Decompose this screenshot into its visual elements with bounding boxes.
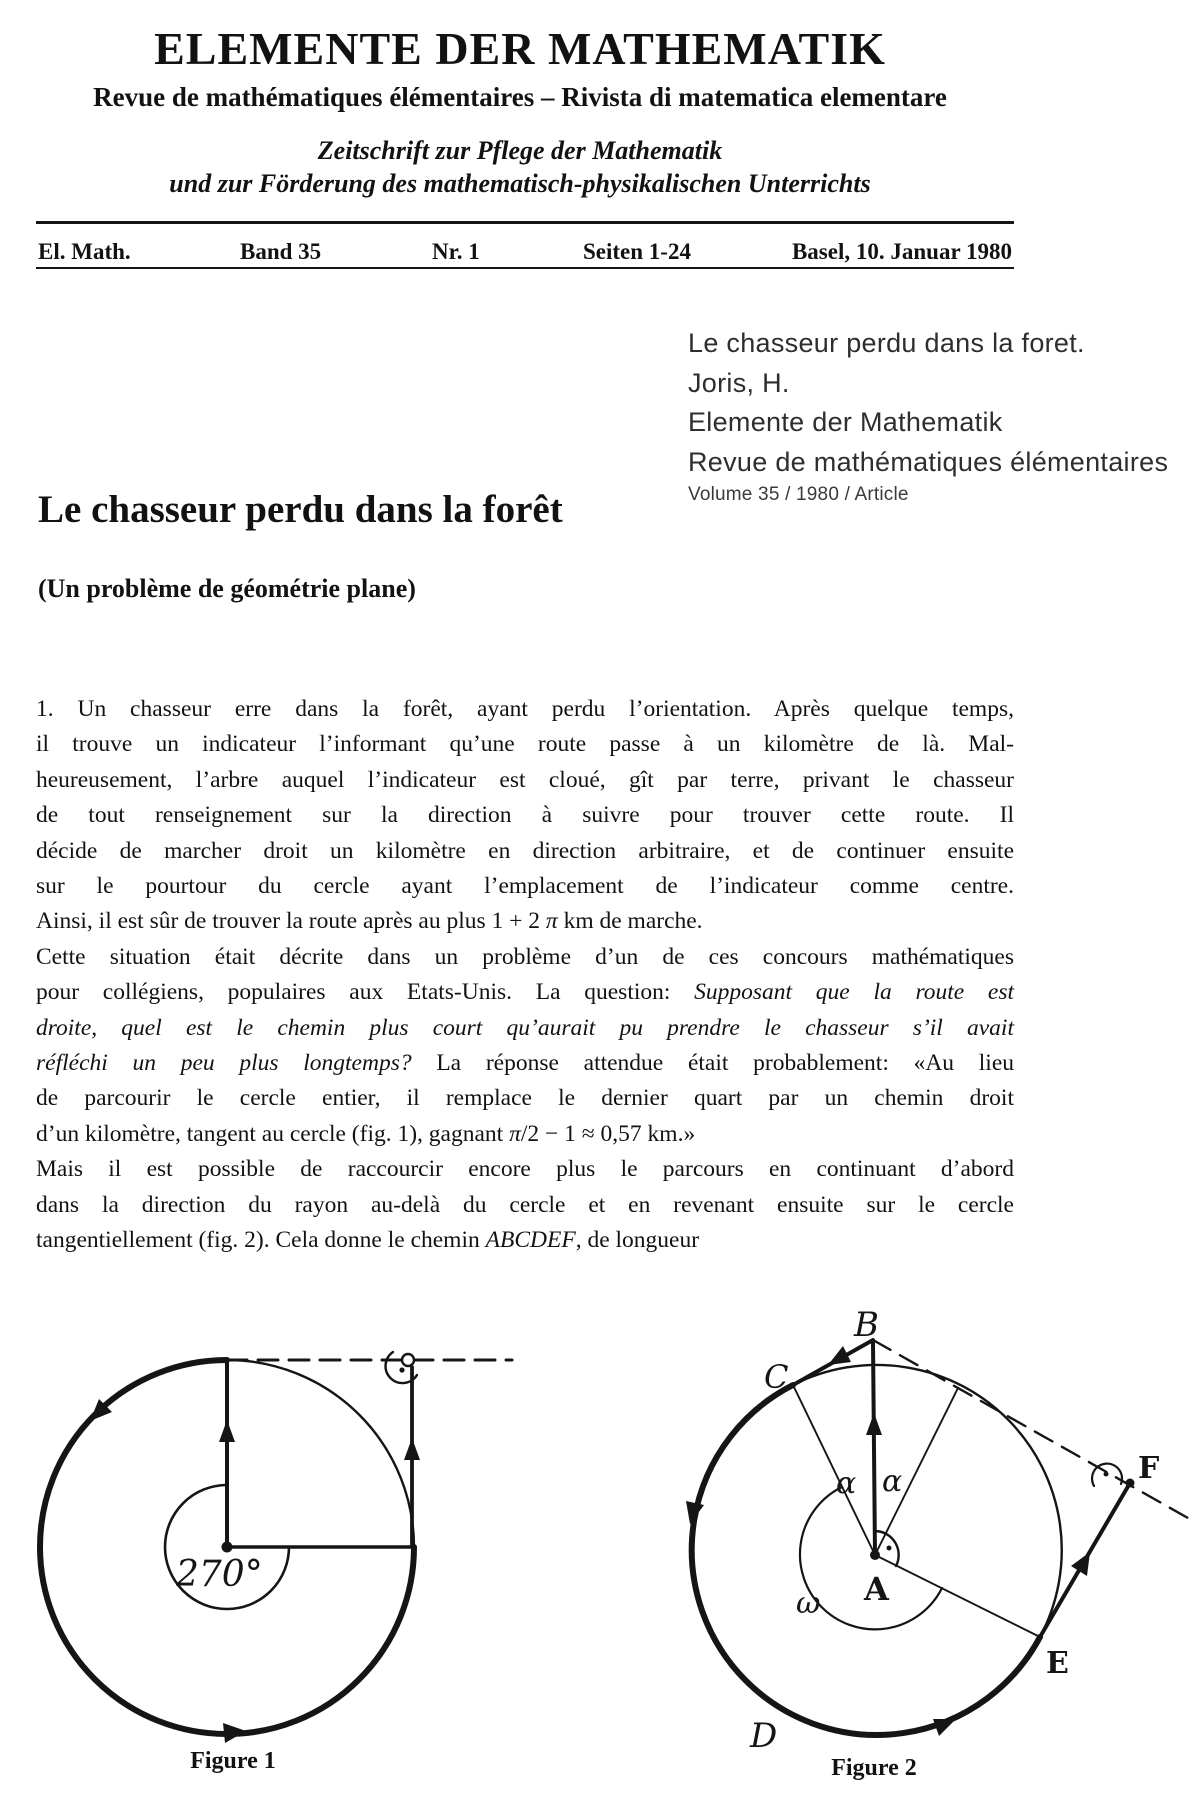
fig2-label-omega: ω — [796, 1586, 821, 1621]
fig2-right-angle-dot-F — [1104, 1472, 1109, 1477]
fig2-point-A-dot — [870, 1550, 880, 1560]
body-text-line: de tout renseignement sur la direction à suivre pour trouver cette route. Il — [36, 802, 1014, 829]
article-subtitle: (Un problème de géométrie plane) — [38, 574, 416, 603]
page-range: Seiten 1-24 — [583, 239, 691, 264]
journal-subtitle-fr-it: Revue de mathématiques élémentaires – Rivista di matematica elementare — [93, 82, 947, 112]
body-text-line: sur le pourtour du cercle ayant l’emplacement de l’indicateur comme centre. — [36, 873, 1014, 900]
fig2-label-B: B — [854, 1305, 879, 1345]
fig2-circle-thin-arc — [793, 1365, 1062, 1637]
journal-title: ELEMENTE DER MATHEMATIK — [154, 23, 886, 74]
body-text-line: d’un kilomètre, tangent au cercle (fig. 1), gagnant π/2 − 1 ≈ 0,57 km.» — [36, 1120, 696, 1147]
article-body — [36, 692, 1014, 1259]
fig2-dashed-road — [873, 1340, 1195, 1522]
body-text-line: il trouve un indicateur l’informant qu’une route passe à un kilomètre de là. Mal- — [36, 731, 1014, 758]
issue-number: Nr. 1 — [432, 239, 480, 264]
fig2-label-E: E — [1046, 1646, 1069, 1681]
fig2-arrowhead-arc-bottom — [933, 1719, 956, 1736]
body-text-line: Ainsi, il est sûr de trouver la route après au plus 1 + 2 π km de marche. — [36, 908, 703, 935]
fig2-label-D: D — [750, 1716, 778, 1756]
fig1-arrowhead-radius-up — [219, 1420, 235, 1442]
fig1-angle-value-label: 270° — [176, 1554, 263, 1595]
body-text-line: de parcourir le cercle entier, il remplace le dernier quart par un chemin droit — [36, 1085, 1014, 1112]
citation-volume-line: Volume 35 / 1980 / Article — [688, 484, 909, 505]
fig2-label-F: F — [1138, 1451, 1160, 1486]
body-text-line: dans la direction du rayon au-delà du cercle et en revenant ensuite sur le cercle — [36, 1191, 1014, 1218]
fig2-arrowhead-EF — [1071, 1552, 1090, 1576]
body-text-line: 1. Un chasseur erre dans la forêt, ayant perdu l’orientation. Après quelque temps, — [36, 696, 1014, 722]
fig2-arrowhead-BC — [828, 1346, 851, 1365]
article-title: Le chasseur perdu dans la forêt — [38, 488, 563, 531]
horizontal-rule-bottom — [36, 267, 1014, 269]
figure-1-caption: Figure 1 — [190, 1748, 276, 1774]
fig2-omega-arc — [800, 1487, 942, 1629]
citation-block — [688, 324, 1168, 482]
journal-subtitle-de-2: und zur Förderung des mathematisch-physikalischen Unterrichts — [169, 169, 871, 198]
fig2-label-A: A — [864, 1570, 889, 1608]
body-text-line: tangentiellement (fig. 2). Cela donne le chemin ABCDEF, de longueur — [36, 1227, 700, 1254]
fig2-angle-dot-A — [887, 1546, 892, 1551]
body-text-line: Cette situation était décrite dans un problème d’un de ces concours mathématiques — [36, 943, 1014, 970]
journal-subtitle-de-1: Zeitschrift zur Pflege der Mathematik — [317, 136, 723, 165]
body-text-line: droite, quel est le chemin plus court qu’aurait pu prendre le chasseur s’il avait — [36, 1014, 1014, 1041]
journal-abbrev: El. Math. — [38, 239, 131, 264]
fig2-point-F-dot — [1126, 1479, 1135, 1488]
body-text-line: pour collégiens, populaires aux Etats-Unis. La question: Supposant que la route est — [36, 979, 1014, 1006]
horizontal-rule-top — [36, 221, 1014, 224]
fig2-circle-thick-arc — [692, 1385, 1040, 1735]
fig1-arrowhead-tangent-up — [404, 1438, 420, 1460]
figure-1-drawing — [28, 1286, 528, 1766]
fig2-arrowhead-AB — [866, 1413, 882, 1435]
fig1-right-angle-dot — [399, 1367, 404, 1372]
fig2-label-alpha-left: α — [836, 1466, 857, 1501]
citation-journal: Elemente der Mathematik — [688, 407, 1003, 437]
body-text-line: heureusement, l’arbre auquel l’indicateur est cloué, gît par terre, privant le chasseur — [36, 766, 1014, 793]
fig1-center-dot — [222, 1542, 233, 1553]
fig2-segment-AB — [873, 1343, 875, 1555]
fig2-label-alpha-right: α — [882, 1464, 903, 1499]
volume-band: Band 35 — [240, 239, 322, 264]
citation-journal-sub: Revue de mathématiques élémentaires — [688, 446, 1169, 477]
figure-2-drawing — [588, 1301, 1200, 1791]
citation-article-title: Le chasseur perdu dans la foret. — [688, 328, 1085, 358]
place-and-date: Basel, 10. Januar 1980 — [791, 239, 1012, 264]
body-text-line: Mais il est possible de raccourcir encore plus le parcours en continuant d’abord — [36, 1156, 1014, 1183]
figure-2-caption: Figure 2 — [831, 1755, 917, 1781]
body-text-line: réfléchi un peu plus longtemps? La réponse attendue était probablement: «Au lieu — [36, 1050, 1014, 1077]
fig2-label-C: C — [764, 1358, 789, 1396]
fig1-tangent-point-circle — [402, 1354, 414, 1366]
citation-author: Joris, H. — [688, 367, 790, 398]
body-text-line: décide de marcher droit un kilomètre en direction arbitraire, et de continuer ensuite — [36, 837, 1014, 864]
fig1-circle-thin-arc — [227, 1360, 414, 1547]
